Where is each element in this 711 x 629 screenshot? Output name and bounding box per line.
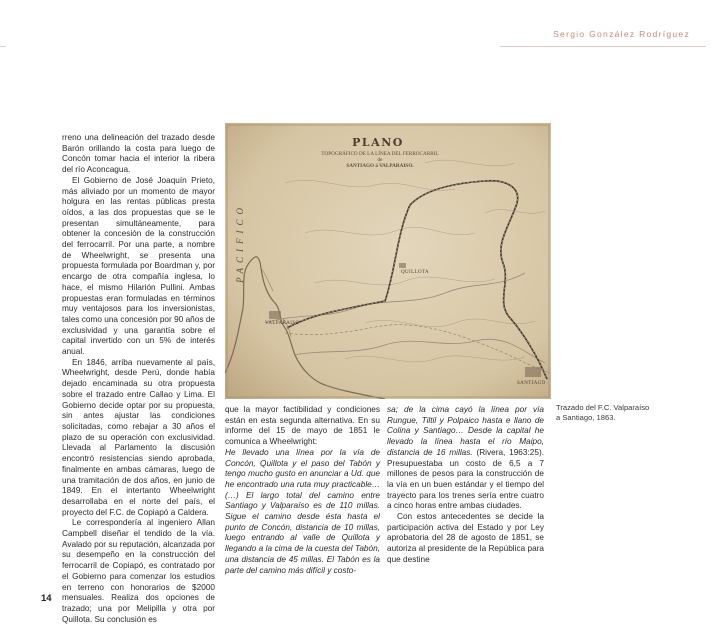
paragraph: Le correspondería al ingeniero Allan Campbell diseñar el tendido de la vía. Avalado por su reputación, alcanzada por su desempeño en la construcción del ferrocarril de Copiapó, es contratado por el Gobierno para comenzar los estudios en terreno con honorarios de $2000 mensuales. Realiza dos opciones de trazado; una por Melipilla y otra por Quillota. Su conclusión es	[62, 518, 215, 624]
figure-caption	[556, 403, 696, 422]
text-column-2	[225, 405, 380, 576]
running-head-author: Sergio González Rodríguez	[553, 29, 690, 39]
quotation-text: sa; de la cima cayó la línea por vía Rungue, Tiltil y Polpaico hasta e llano de Colina y Santiago… Desde la capital he llevado la línea hasta el río Maipo, distancia de 16 millas.	[387, 405, 544, 457]
map-label-valparaiso: VALPARAISO	[265, 321, 300, 326]
paragraph: que la mayor factibilidad y condiciones están en esta segunda alternativa. En su informe del 15 de mayo de 1851 le comunica a Wheelwright:	[225, 405, 380, 447]
caption-line-1: Trazado del F.C. Valparaíso	[556, 403, 650, 412]
paragraph: rreno una delineación del trazado desde Barón orillando la costa para luego de Concón tomar hacia el interior la ribera del río Aconcagua.	[62, 133, 215, 175]
map-label-santiago: SANTIAGO	[517, 381, 546, 386]
map-title: PLANO	[352, 136, 404, 149]
text-column-3	[387, 405, 544, 566]
page-number: 14	[41, 593, 52, 604]
quotation: He llevado una línea por la vía de Concón, Quillota y el paso del Tabón y tengo mucho gusto en anunciar a Ud. que he encontrado una ruta muy practicable…(…) El largo total del camino entre Santiago y Valparaíso es de 110 millas. Sigue el camino desde ésta hasta el punto de Concón, distancia de 10 millas, luego entrando al valle de Quillota y llegando a la cima de la cuesta del Tabón, una distancia de 45 millas. El Tabón es la parte del camino más difícil y costo-	[225, 447, 380, 575]
map-subtitle-line-3: SANTIAGO á VALPARAISO.	[346, 163, 414, 169]
map-subtitle-line-2: de	[377, 157, 383, 163]
map-subtitle-line-1: TOPOGRÁFICO DE LA LÍNEA DEL FERROCARRIL	[321, 151, 439, 157]
map-sea-label: PACIFICO	[235, 203, 245, 283]
map-label-quillota: QUILLOTA	[401, 270, 430, 275]
historic-railway-map	[225, 123, 551, 399]
text-column-1	[62, 133, 215, 625]
paragraph: En 1846, arriba nuevamente al país, Wheelwright, desde Perú, donde había dejado encaminada su otra propuesta sobre el trazado entre Callao y Lima. El Gobierno decide optar por su propuesta, sin antes ajustar las condiciones solicitadas, como rebajar a 30 años el plazo de su operación con exclusividad. Llevada al Parlamento la discusión encontró resistencias siendo aprobada, finalmente en ambas cámaras, luego de una tramitación de dos años, en junio de 1849. En el intertanto Wheelwright desarrollaba en el norte del país, el proyecto del F.C. de Copiapó a Caldera.	[62, 357, 215, 517]
left-margin-rule	[0, 46, 6, 47]
paragraph: Con estos antecedentes se decide la participación activa del Estado y por Ley aprobatoria del 28 de agosto de 1851, se autoriza al presidente de la República para que destine	[387, 512, 544, 564]
paragraph: El Gobierno de José Joaquín Prieto, más aliviado por un momento de mayor holgura en las rentas públicas presta oídos, a las dos propuestas que se le presentan simultáneamente, para obtener la concesión de la construcción del ferrocarril. Por una parte, a nombre de Wheelwright, se presenta una propuesta formulada por Boardman y, por encargo de otra compañía inglesa, lo hace, el mismo Hilarión Pullini. Ambas propuestas eran formuladas en términos muy ventajosos para los inversionistas, tales como una concesión por 90 años de exclusividad y una garantía sobre el capital invertido con un 5% de interés anual.	[62, 175, 215, 357]
citation-text: (Rivera, 1963:25). Presupuestaba un costo de 6,5 a 7 millones de pesos para la construcción de la vía en un buen estándar y el tiempo del trayecto para los trenes sería entre cuatro a cinco horas entre ambas ciudades.	[387, 447, 544, 511]
quotation-continued	[387, 405, 544, 512]
caption-line-2: a Santiago, 1863.	[556, 412, 616, 422]
header-rule	[500, 46, 706, 47]
